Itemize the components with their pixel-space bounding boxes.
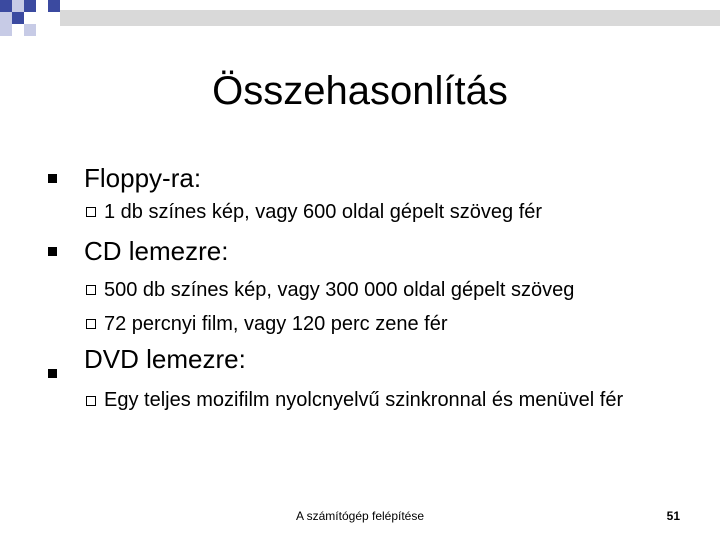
subbullet-cd-2: 72 percnyi film, vagy 120 perc zene fér: [104, 313, 448, 335]
hollow-square-icon: [86, 285, 96, 295]
deco-square: [12, 0, 24, 12]
header-decoration: [0, 0, 720, 60]
deco-square: [12, 12, 24, 24]
subbullet-cd-1: 500 db színes kép, vagy 300 000 oldal gépelt szöveg: [104, 279, 575, 301]
slide-title: Összehasonlítás: [212, 69, 508, 113]
bullet-floppy: Floppy-ra:: [84, 163, 202, 193]
page-number: 51: [666, 509, 680, 523]
hollow-square-icon: [86, 319, 96, 329]
bullet-cd: CD lemezre:: [84, 236, 229, 266]
filled-square-icon: [48, 174, 57, 183]
deco-square: [0, 12, 12, 24]
deco-square: [24, 24, 36, 36]
footer-text: A számítógép felépítése: [295, 509, 425, 523]
subbullet-floppy-1: 1 db színes kép, vagy 600 oldal gépelt szöveg fér: [104, 201, 543, 223]
deco-band: [60, 10, 720, 26]
hollow-square-icon: [86, 207, 96, 217]
filled-square-icon: [48, 369, 57, 378]
subbullet-dvd-1: Egy teljes mozifilm nyolcnyelvű szinkronnal és menüvel fér: [104, 389, 624, 411]
deco-square: [0, 0, 12, 12]
deco-square: [24, 0, 36, 12]
deco-square: [48, 0, 60, 12]
bullet-dvd: DVD lemezre:: [84, 344, 246, 374]
filled-square-icon: [48, 247, 57, 256]
deco-square: [0, 24, 12, 36]
hollow-square-icon: [86, 396, 96, 406]
